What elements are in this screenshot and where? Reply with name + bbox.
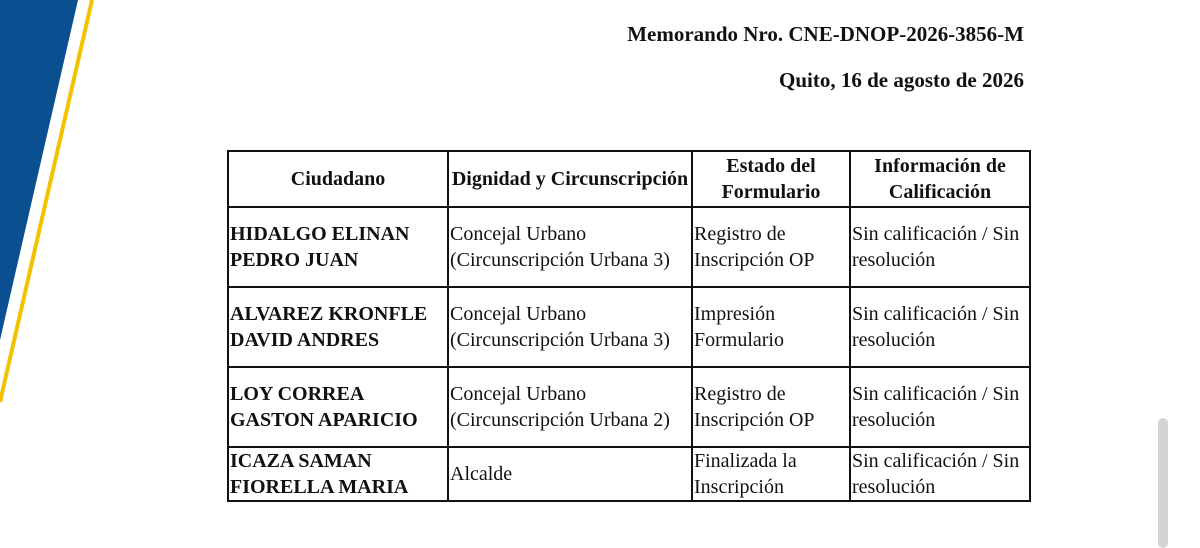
header-ciudadano: Ciudadano xyxy=(228,151,448,207)
cell-calificacion: Sin calificación / Sin resolución xyxy=(850,287,1030,367)
memo-number: Memorando Nro. CNE-DNOP-2026-3856-M xyxy=(627,22,1024,46)
table-row xyxy=(228,367,1030,447)
header-estado: Estado del Formulario xyxy=(692,151,850,207)
cell-calificacion: Sin calificación / Sin resolución xyxy=(850,447,1030,501)
cell-ciudadano: ICAZA SAMAN FIORELLA MARIA xyxy=(228,447,448,501)
cell-ciudadano: ALVAREZ KRONFLE DAVID ANDRES xyxy=(228,287,448,367)
cell-ciudadano: LOY CORREA GASTON APARICIO xyxy=(228,367,448,447)
cell-estado: Finalizada la Inscripción xyxy=(692,447,850,501)
table-row xyxy=(228,207,1030,287)
candidates-table xyxy=(227,150,1031,502)
cell-dignidad: Concejal Urbano (Circunscripción Urbana 3) xyxy=(448,287,692,367)
letterhead-band xyxy=(0,0,120,538)
cell-ciudadano: HIDALGO ELINAN PEDRO JUAN xyxy=(228,207,448,287)
cell-dignidad: Alcalde xyxy=(448,447,692,501)
table-header-row xyxy=(228,151,1030,207)
cell-calificacion: Sin calificación / Sin resolución xyxy=(850,207,1030,287)
cell-estado: Impresión Formulario xyxy=(692,287,850,367)
cell-calificacion: Sin calificación / Sin resolución xyxy=(850,367,1030,447)
memo-date: Quito, 16 de agosto de 2026 xyxy=(778,68,1024,92)
cell-estado: Registro de Inscripción OP xyxy=(692,207,850,287)
scrollbar-thumb[interactable] xyxy=(1158,418,1168,548)
header-dignidad: Dignidad y Circunscripción xyxy=(448,151,692,207)
cell-estado: Registro de Inscripción OP xyxy=(692,367,850,447)
cell-dignidad: Concejal Urbano (Circunscripción Urbana 2) xyxy=(448,367,692,447)
cell-dignidad: Concejal Urbano (Circunscripción Urbana 3) xyxy=(448,207,692,287)
header-calificacion: Información de Calificación xyxy=(850,151,1030,207)
table-row xyxy=(228,447,1030,501)
table-row xyxy=(228,287,1030,367)
blue-band xyxy=(0,0,78,340)
